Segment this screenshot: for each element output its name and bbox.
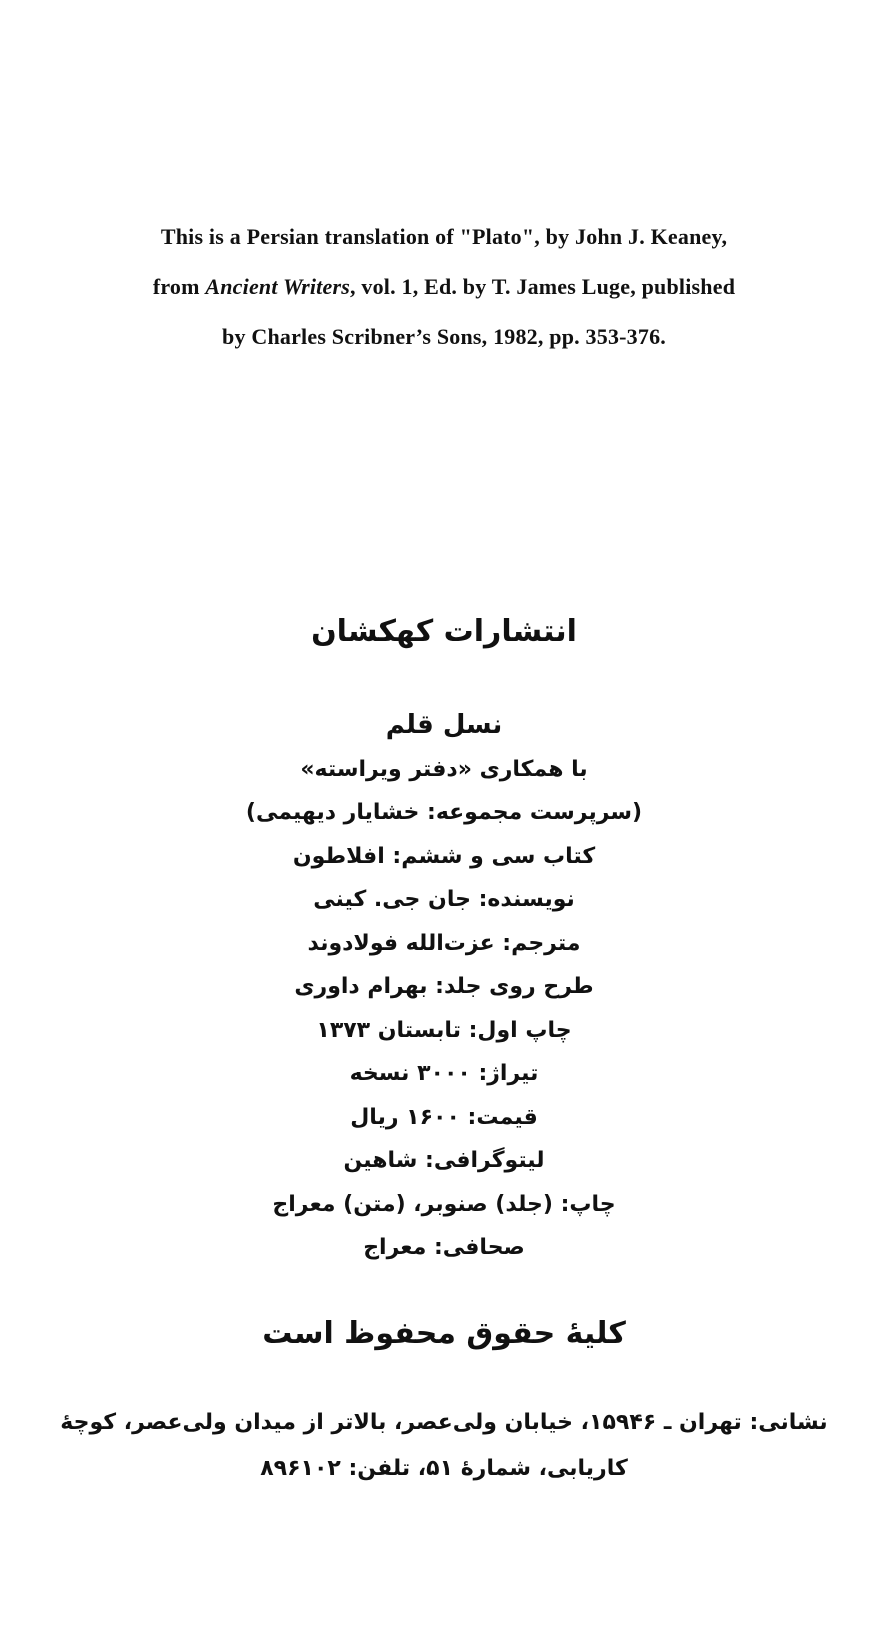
print-run-line: تیراژ: ۳۰۰۰ نسخه: [349, 1061, 539, 1086]
cover-design-line: طرح روی جلد: بهرام داوری: [294, 974, 594, 999]
source-book-title: Ancient Writers: [205, 274, 350, 299]
english-translation-note: [0, 212, 888, 362]
author-line: نویسنده: جان جی. کینی: [313, 887, 575, 912]
binding-line: صحافی: معراج: [363, 1235, 525, 1260]
english-note-line-2-prefix: from: [152, 274, 206, 299]
series-editor-line: (سرپرست مجموعه: خشایار دیهیمی): [245, 800, 643, 825]
english-note-line-2-suffix: , vol. 1, Ed. by T. James Luge, published: [349, 274, 736, 299]
rights-notice: کلیهٔ حقوق محفوظ است: [262, 1316, 626, 1351]
english-note-line-2: [0, 262, 888, 312]
printing-line: چاپ: (جلد) صنوبر، (متن) معراج: [272, 1191, 616, 1217]
first-edition-line: چاپ اول: تابستان ۱۳۷۳: [316, 1017, 572, 1043]
lithography-line: لیتوگرافی: شاهین: [343, 1148, 545, 1173]
price-line: قیمت: ۱۶۰۰ ریال: [350, 1104, 538, 1130]
publisher-name: انتشارات کهکشان: [311, 614, 577, 649]
english-note-line-1: This is a Persian translation of "Plato", by John J. Keaney,: [160, 224, 728, 249]
publisher-address: [0, 1400, 888, 1492]
series-name: نسل قلم: [385, 710, 503, 740]
english-note-line-3: by Charles Scribner’s Sons, 1982, pp. 353-376.: [222, 324, 666, 349]
credits-list: [0, 704, 888, 1270]
book-number-line: کتاب سی و ششم: افلاطون: [292, 843, 596, 869]
translator-line: مترجم: عزت‌الله فولادوند: [307, 930, 581, 956]
address-line-1: نشانی: تهران ـ ۱۵۹۴۶، خیابان ولی‌عصر، بالاتر از میدان ولی‌عصر، کوچهٔ: [60, 1410, 828, 1435]
address-line-2: کاریابی، شمارهٔ ۵۱، تلفن: ۸۹۶۱۰۲: [260, 1456, 628, 1481]
collaboration-line: با همکاری «دفتر ویراسته»: [300, 756, 588, 782]
